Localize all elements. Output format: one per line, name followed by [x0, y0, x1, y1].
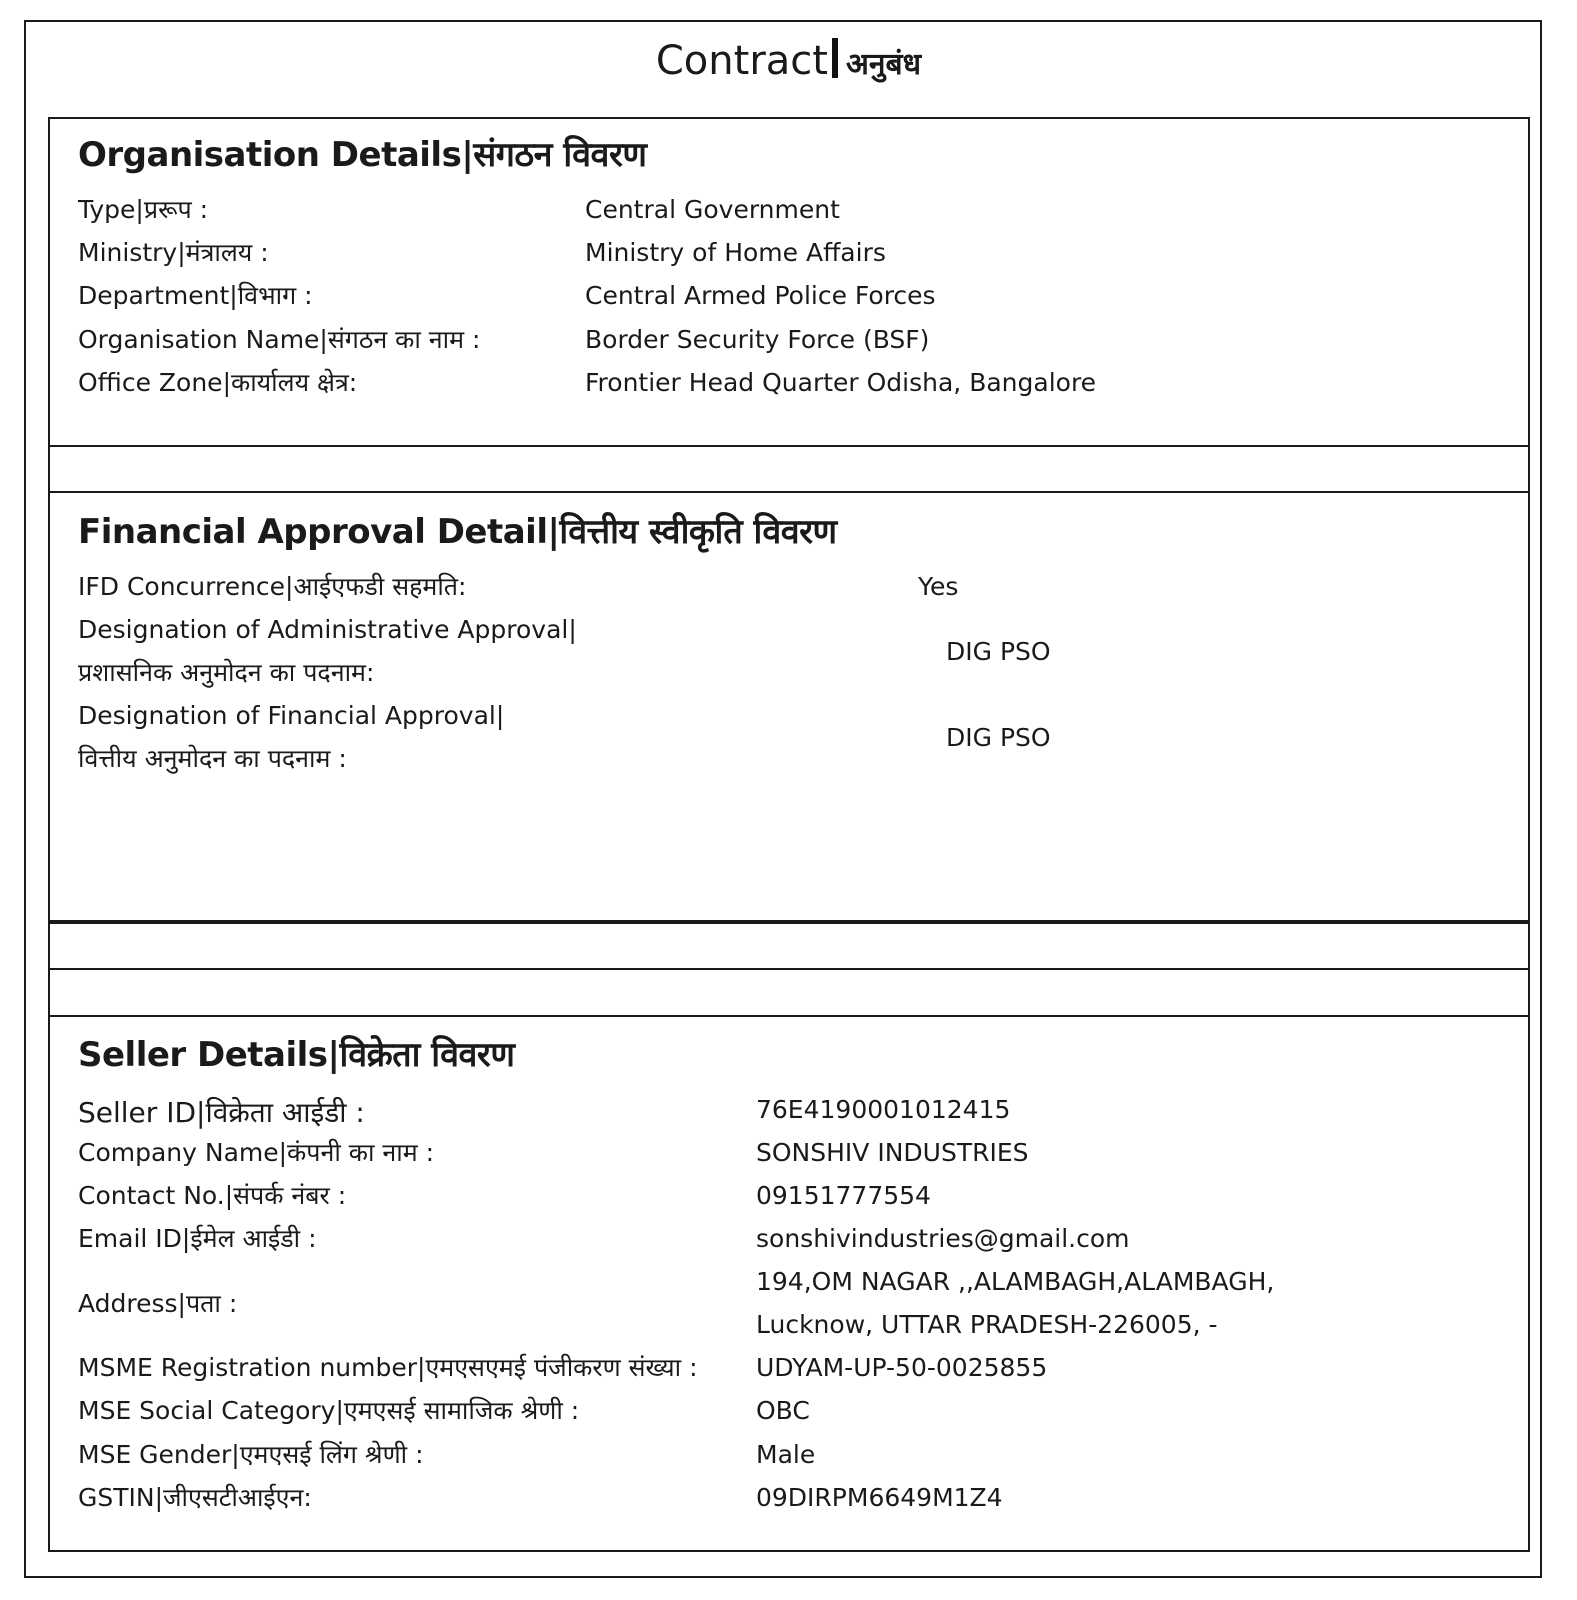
company-name-value: SONSHIV INDUSTRIES: [756, 1138, 1029, 1167]
organisation-heading: Organisation Details|संगठन विवरण: [78, 135, 647, 175]
title-separator: [832, 38, 838, 78]
admin-approval-value: DIG PSO: [946, 637, 1051, 666]
social-category-value: OBC: [756, 1396, 810, 1425]
financial-heading: Financial Approval Detail|वित्तीय स्वीकृति विवरण: [78, 512, 837, 552]
title-hindi: अनुबंध: [845, 47, 922, 82]
org-type-label: Type|प्ररूप :: [78, 195, 209, 224]
contact-number-value: 09151777554: [756, 1181, 931, 1210]
email-label: Email ID|ईमेल आईडी :: [78, 1224, 317, 1253]
gender-label: MSE Gender|एमएसई लिंग श्रेणी :: [78, 1440, 424, 1469]
address-line-1: 194,OM NAGAR ,,ALAMBAGH,ALAMBAGH,: [756, 1267, 1275, 1296]
org-name-label: Organisation Name|संगठन का नाम :: [78, 325, 481, 354]
gstin-value: 09DIRPM6649M1Z4: [756, 1483, 1003, 1512]
org-office-zone-label: Office Zone|कार्यालय क्षेत्र:: [78, 368, 358, 397]
social-category-label: MSE Social Category|एमएसई सामाजिक श्रेणी :: [78, 1396, 580, 1425]
divider: [48, 445, 1530, 447]
org-ministry-value: Ministry of Home Affairs: [585, 238, 886, 267]
gstin-label: GSTIN|जीएसटीआईएन:: [78, 1483, 312, 1512]
ifd-concurrence-value: Yes: [918, 572, 959, 601]
seller-id-label: Seller ID|विक्रेता आईडी :: [78, 1096, 365, 1129]
address-label: Address|पता :: [78, 1289, 238, 1318]
contact-number-label: Contact No.|संपर्क नंबर :: [78, 1181, 347, 1210]
document-title: [0, 38, 1577, 84]
org-name-value: Border Security Force (BSF): [585, 325, 930, 354]
org-department-value: Central Armed Police Forces: [585, 281, 936, 310]
gender-value: Male: [756, 1440, 816, 1469]
email-value: sonshivindustries@gmail.com: [756, 1224, 1130, 1253]
financial-approval-label: Designation of Financial Approval|: [78, 701, 505, 730]
seller-heading: Seller Details|विक्रेता विवरण: [78, 1035, 515, 1075]
admin-approval-label: Designation of Administrative Approval|: [78, 615, 577, 644]
org-department-label: Department|विभाग :: [78, 281, 313, 310]
financial-approval-label-hindi: वित्तीय अनुमोदन का पदनाम :: [78, 744, 347, 773]
org-ministry-label: Ministry|मंत्रालय :: [78, 238, 269, 267]
msme-registration-value: UDYAM-UP-50-0025855: [756, 1353, 1048, 1382]
address-line-2: Lucknow, UTTAR PRADESH-226005, -: [756, 1310, 1218, 1339]
org-office-zone-value: Frontier Head Quarter Odisha, Bangalore: [585, 368, 1097, 397]
org-type-value: Central Government: [585, 195, 840, 224]
seller-id-value: 76E4190001012415: [756, 1095, 1011, 1124]
divider: [48, 491, 1530, 493]
company-name-label: Company Name|कंपनी का नाम :: [78, 1138, 435, 1167]
title-english: Contract: [655, 38, 828, 84]
ifd-concurrence-label: IFD Concurrence|आईएफडी सहमति:: [78, 572, 467, 601]
divider: [48, 920, 1530, 924]
admin-approval-label-hindi: प्रशासनिक अनुमोदन का पदनाम:: [78, 658, 375, 687]
financial-approval-value: DIG PSO: [946, 723, 1051, 752]
divider: [48, 968, 1530, 970]
msme-registration-label: MSME Registration number|एमएसएमई पंजीकरण संख्या :: [78, 1353, 698, 1382]
divider: [48, 1015, 1530, 1017]
